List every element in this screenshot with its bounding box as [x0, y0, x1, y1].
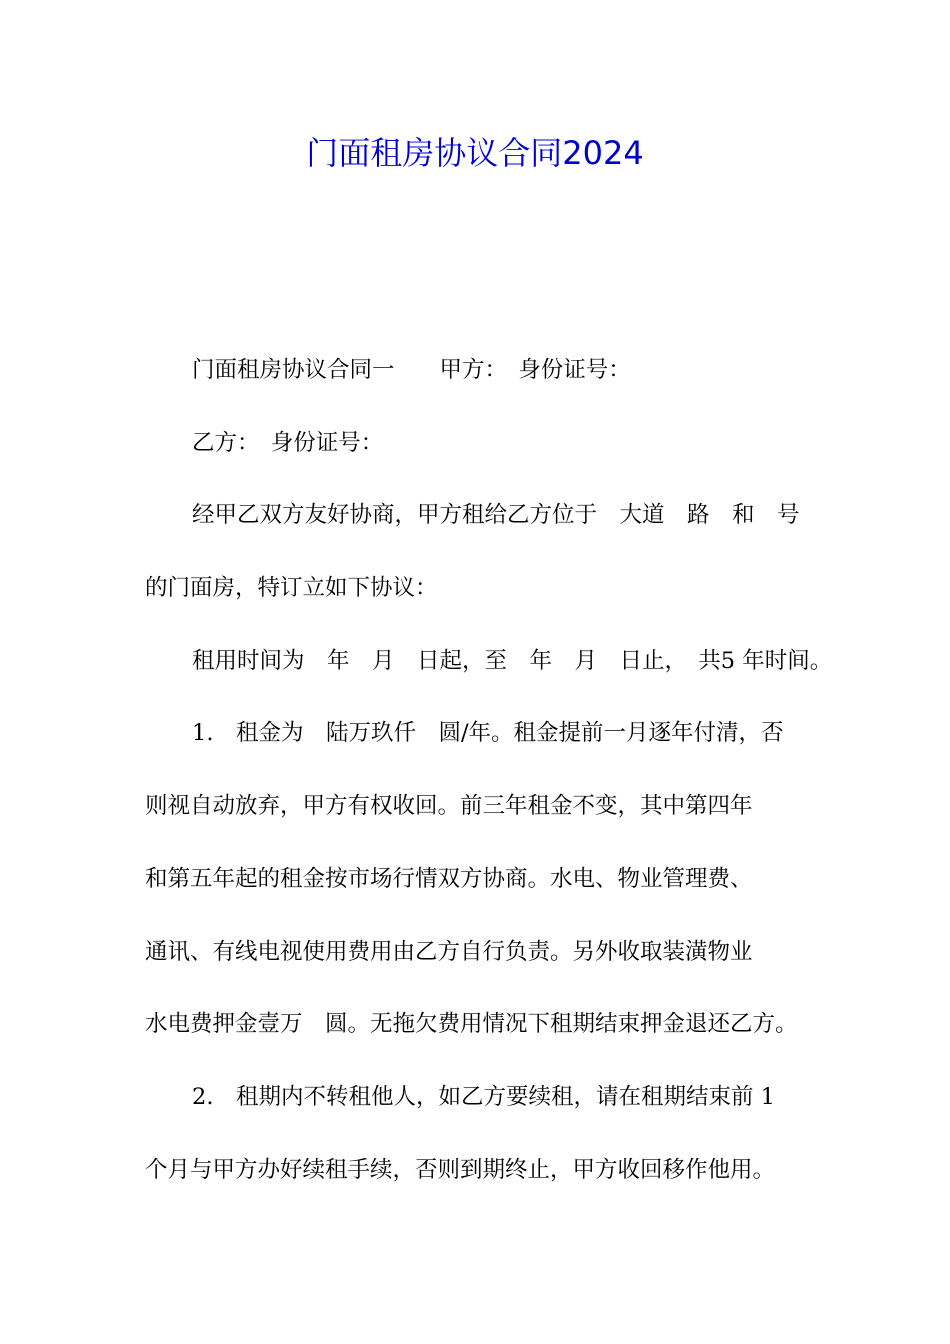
paragraph-line-term: 租用时间为 年 月 日起，至 年 月 日止， 共5 年时间。 — [192, 647, 833, 674]
paragraph-line-parties-b: 乙方： 身份证号： — [192, 429, 384, 456]
paragraph-line-clause-1: 1. 租金为 陆万玖仟 圆/年。租金提前一月逐年付清，否 — [192, 720, 784, 747]
paragraph-line-clause-2: 2. 租期内不转租他人，如乙方要续租，请在租期结束前 1 — [192, 1083, 775, 1110]
paragraph-line-location: 经甲乙双方友好协商，甲方租给乙方位于 大道 路 和 号 — [192, 502, 800, 529]
paragraph-line-clause-1-cont-3: 通讯、有线电视使用费用由乙方自行负责。另外收取装潢物业 — [145, 938, 753, 965]
paragraph-line-clause-2-cont: 个月与甲方办好续租手续，否则到期终止，甲方收回移作他用。 — [145, 1156, 776, 1183]
document-body — [145, 334, 833, 1206]
paragraph-line-clause-1-cont-1: 则视自动放弃，甲方有权收回。前三年租金不变，其中第四年 — [145, 793, 753, 820]
paragraph-line-clause-1-cont-4: 水电费押金壹万 圆。无拖欠费用情况下租期结束押金退还乙方。 — [145, 1011, 798, 1038]
document-title: 门面租房协议合同2024 — [306, 134, 644, 172]
paragraph-line-location-cont: 的门面房，特订立如下协议： — [145, 575, 438, 602]
paragraph-line-parties-a: 门面租房协议合同一 甲方： 身份证号： — [192, 357, 631, 383]
paragraph-line-clause-1-cont-2: 和第五年起的租金按市场行情双方协商。水电、物业管理费、 — [145, 865, 753, 892]
